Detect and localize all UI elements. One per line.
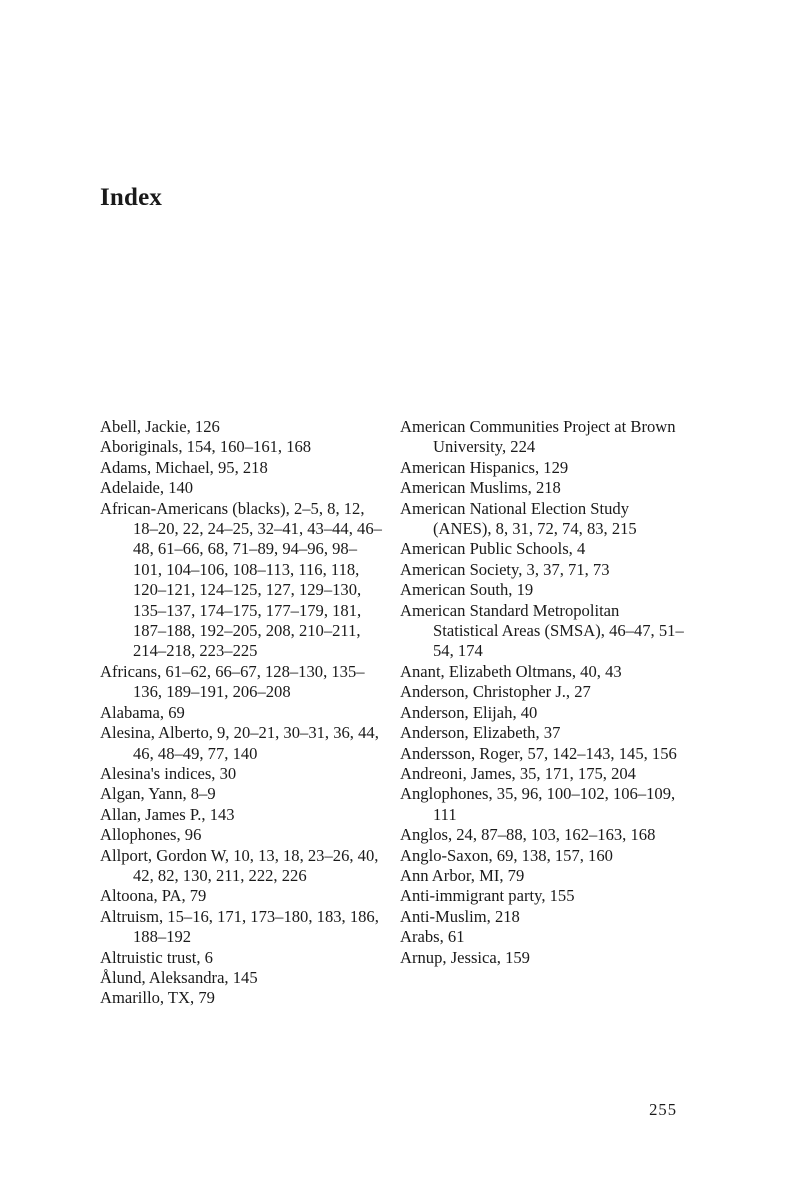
index-entry: Anderson, Christopher J., 27 [400,682,591,702]
index-entry: Aboriginals, 154, 160–161, 168 [100,437,312,457]
index-entry: Africans, 61–62, 66–67, 128–130, 135–136, 189–191, 206–208 [100,661,365,702]
index-entry: Allophones, 96 [100,825,202,845]
index-entry: Ålund, Aleksandra, 145 [100,967,258,987]
index-entry: Abell, Jackie, 126 [100,417,220,436]
index-entry: Anglos, 24, 87–88, 103, 162–163, 168 [400,825,656,845]
index-entry: Adelaide, 140 [100,478,194,498]
index-entry: Arnup, Jessica, 159 [400,947,530,967]
index-entry: American Communities Project at Brown University, 224 [400,417,676,457]
index-entry: Alabama, 69 [100,702,185,722]
index-entry: Anglophones, 35, 96, 100–102, 106–109, 111 [400,784,676,824]
index-entry: American Society, 3, 37, 71, 73 [400,559,610,579]
index-entry: Alesina, Alberto, 9, 20–21, 30–31, 36, 44, 46, 48–49, 77, 140 [100,723,379,763]
index-entry: Altruistic trust, 6 [100,947,213,967]
index-entry: Anderson, Elizabeth, 37 [400,723,561,743]
index-entry: Adams, Michael, 95, 218 [100,457,268,477]
index-column-right [400,417,685,968]
index-entry: American National Election Study (ANES), 8, 31, 72, 74, 83, 215 [400,498,637,539]
index-entry: Arabs, 61 [400,927,465,947]
index-entry: Andreoni, James, 35, 171, 175, 204 [400,763,636,783]
index-entry: Alesina's indices, 30 [100,763,237,783]
index-entry: American Standard Metropolitan Statistical Areas (SMSA), 46–47, 51–54, 174 [400,600,684,661]
index-entry: Anglo-Saxon, 69, 138, 157, 160 [400,845,613,865]
index-entry: Anti-Muslim, 218 [400,906,520,926]
index-entry: Anti-immigrant party, 155 [400,886,575,906]
index-entry: Allport, Gordon W, 10, 13, 18, 23–26, 40, 42, 82, 130, 211, 222, 226 [100,845,379,885]
index-entry: African-Americans (blacks), 2–5, 8, 12, 18–20, 22, 24–25, 32–41, 43–44, 46–48, 61–66, 68, 71–89, 94–96, 98–101, 104–106, 108–113, 116, 118, 120–121, 124–125, 127, 129–130, 135–137, 174–175, 177–179, 181, 187–188, 192–205, 208, 210–211, 214–218, 223–225 [100,498,382,661]
index-entry: Amarillo, TX, 79 [100,988,215,1008]
index-entry: Algan, Yann, 8–9 [100,784,216,804]
index-column-left [100,417,385,1009]
index-entry: American Hispanics, 129 [400,457,569,477]
index-entry: American South, 19 [400,580,534,600]
index-entry: Ann Arbor, MI, 79 [400,865,525,885]
index-entry: American Public Schools, 4 [400,539,586,559]
index-entry: Anderson, Elijah, 40 [400,702,538,722]
page-title: Index [100,184,163,211]
index-entry: Anant, Elizabeth Oltmans, 40, 43 [400,661,622,681]
index-entry: Altoona, PA, 79 [100,886,207,906]
index-entry: Andersson, Roger, 57, 142–143, 145, 156 [400,743,677,763]
index-entry: Allan, James P., 143 [100,804,235,824]
index-entry: American Muslims, 218 [400,478,561,498]
index-entry: Altruism, 15–16, 171, 173–180, 183, 186, 188–192 [100,906,379,947]
page-number: 255 [649,1100,677,1119]
